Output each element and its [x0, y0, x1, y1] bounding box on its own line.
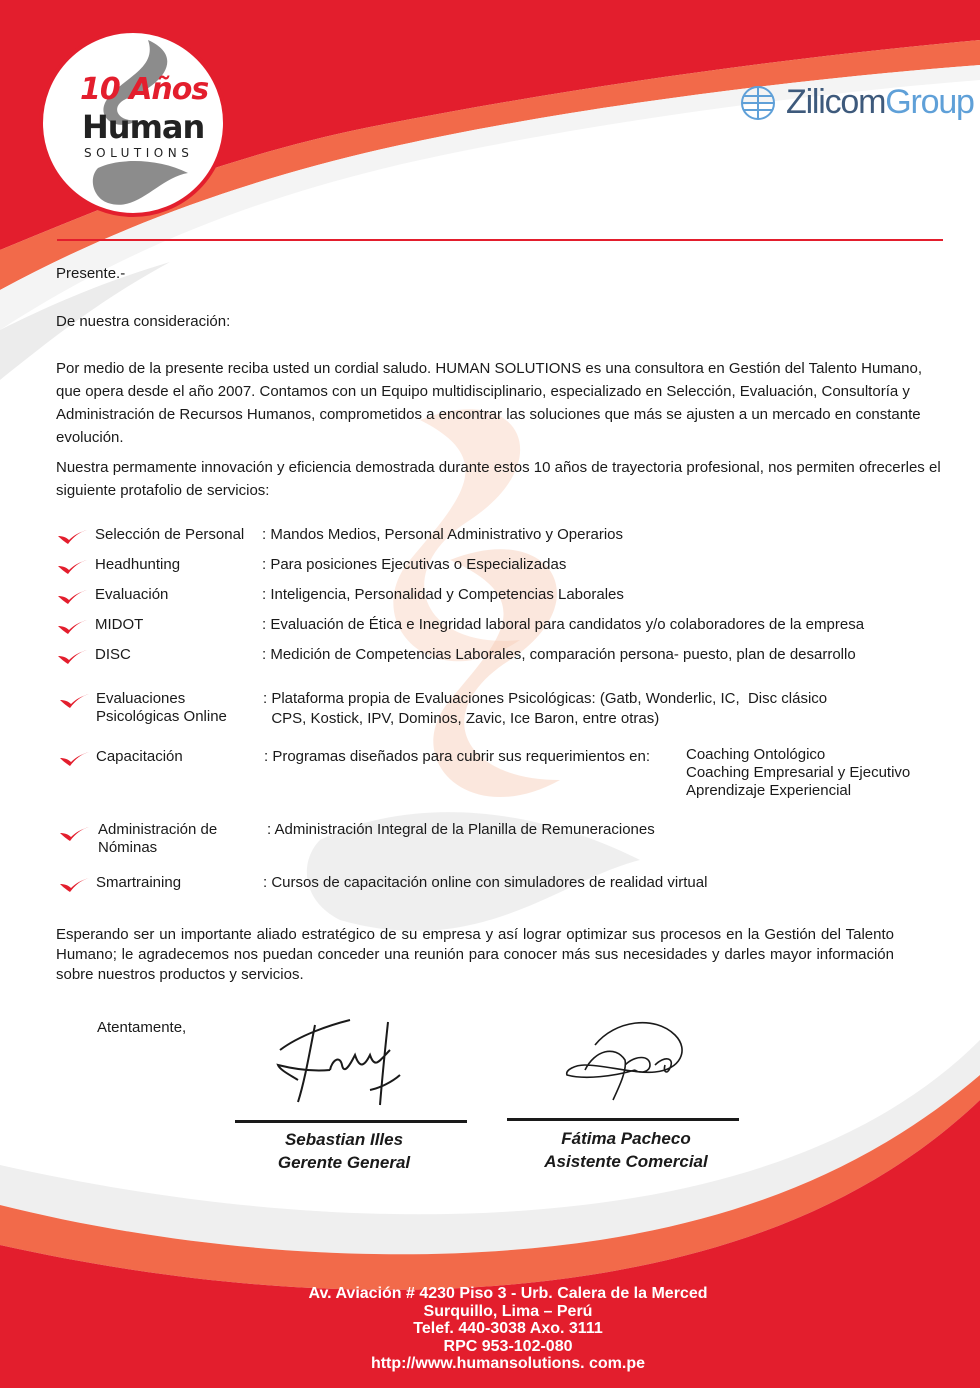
service-name: Evaluaciones Psicológicas Online [96, 690, 227, 725]
footer-web-link[interactable]: http://www.humansolutions. com.pe [370, 1355, 646, 1372]
service-extra: Coaching Ontológico Coaching Empresarial y Ejecutivo Aprendizaje Experiencial [686, 746, 911, 799]
check-icon [56, 558, 88, 576]
service-desc: : Plataforma propia de Evaluaciones Psicológicas: (Gatb, Wonderlic, IC, Disc clásico CPS, Kostick, IPV, Dominos, Zavic, Ice Baron, entre otras) [263, 690, 828, 727]
service-desc: : Para posiciones Ejecutivas o Especializadas [262, 556, 567, 573]
check-icon [56, 528, 88, 546]
service-name: Headhunting [95, 556, 181, 573]
signer-2 [515, 1127, 737, 1173]
signer-role: Asistente Comercial [544, 1152, 708, 1171]
signature-line [507, 1118, 739, 1121]
service-name: DISC [95, 646, 131, 663]
signature-fatima [555, 1010, 695, 1110]
service-name: Selección de Personal [95, 526, 245, 543]
intro-paragraph: Por medio de la presente reciba usted un cordial saludo. HUMAN SOLUTIONS es una consultora en Gestión del Talento Humano, que opera desde el año 2007. Contamos con un Equipo multidisciplinario, especializado en Selección, Evaluación, Consultoría y Administración de Recursos Humanos, comprometidos a encontrar las soluciones que más se ajusten a un mercado en constante evolución. [56, 360, 923, 446]
greeting: Presente.- [56, 265, 126, 282]
service-desc: : Cursos de capacitación online con simuladores de realidad virtual [263, 874, 708, 891]
logo-sub-text: SOLUTIONS [84, 146, 194, 160]
header-divider [57, 239, 943, 241]
service-desc: : Inteligencia, Personalidad y Competencias Laborales [262, 586, 624, 603]
service-desc: : Evaluación de Ética e Inegridad laboral para candidatos y/o colaboradores de la empresa [262, 616, 865, 633]
service-desc: : Administración Integral de la Planilla de Remuneraciones [267, 821, 655, 838]
signer-1 [235, 1128, 453, 1174]
check-icon [58, 692, 90, 710]
check-icon [56, 588, 88, 606]
salutation: De nuestra consideración: [56, 313, 231, 330]
service-name: Evaluación [95, 586, 169, 603]
service-name: MIDOT [95, 616, 144, 633]
closing-paragraph: Esperando ser un importante aliado estratégico de su empresa y así lograr optimizar sus procesos en la Gestión del Talento Humano; le agradecemos nos puedan conceder una reunión para conocer más sus necesidades y darles mayor información sobre nuestros productos y servicios. [56, 926, 894, 983]
signer-name: Fátima Pacheco [561, 1129, 691, 1148]
signoff: Atentamente, [97, 1019, 187, 1036]
logo-years-text: 10 Años [80, 72, 209, 107]
footer-rpc: RPC 953-102-080 [443, 1337, 573, 1355]
footer-address: Av. Aviación # 4230 Piso 3 - Urb. Calera de la Merced [308, 1285, 708, 1302]
footer-contact [36, 1285, 980, 1373]
service-name: Capacitación [96, 748, 183, 765]
check-icon [58, 825, 90, 843]
footer-phone: Telef. 440-3038 Axo. 3111 [413, 1320, 603, 1337]
service-name: Administración de Nóminas [98, 821, 218, 856]
signature-sebastian [270, 1010, 410, 1110]
service-name: Smartraining [96, 874, 182, 891]
signer-name: Sebastian Illes [284, 1130, 404, 1149]
check-icon [56, 648, 88, 666]
check-icon [56, 618, 88, 636]
signer-role: Gerente General [277, 1153, 411, 1172]
service-desc: : Medición de Competencias Laborales, comparación persona- puesto, plan de desarrollo [262, 646, 856, 663]
signature-line [235, 1120, 467, 1123]
check-icon [58, 876, 90, 894]
service-desc: : Mandos Medios, Personal Administrativo y Operarios [262, 526, 623, 543]
portfolio-intro: Nuestra permamente innovación y eficiencia demostrada durante estos 10 años de trayectoria profesional, nos permiten ofrecerles el siguiente protafolio de servicios: [56, 459, 941, 499]
logo-brand-text: Human [82, 108, 205, 146]
service-desc: : Programas diseñados para cubrir sus requerimientos en: [264, 748, 651, 765]
check-icon [58, 750, 90, 768]
footer-city: Surquillo, Lima – Perú [423, 1302, 593, 1320]
zilicom-logo-text: ZilicomGroup [786, 83, 974, 121]
